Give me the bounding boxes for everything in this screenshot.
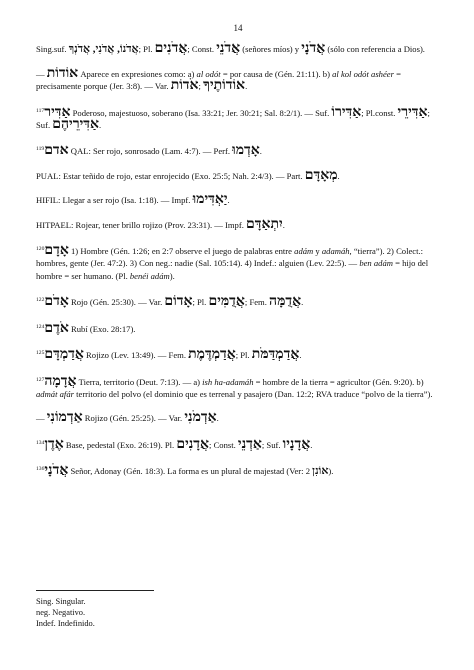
entry-text: . — [299, 350, 302, 361]
entry-127 — [36, 374, 440, 401]
entry-text: Poderoso, majestuoso, soberano (Isa. 33:21; Jer. 30:21; Sal. 8:2/1). — Suf. — [70, 107, 332, 118]
hebrew-word: אֲדַמְדַּמֹּת — [251, 347, 300, 363]
hebrew-word: אֹדוֹת — [170, 78, 199, 94]
hebrew-headword: אֹדֶם — [44, 320, 69, 336]
entry-text: . — [310, 439, 313, 450]
entry-text: ). — [169, 270, 175, 281]
entry-number: 120 — [36, 246, 45, 253]
entry-117 — [36, 105, 440, 132]
hebrew-headword: אֶדֶן — [44, 436, 64, 452]
entry-134 — [36, 437, 440, 451]
hebrew-word: אֲדָנָיו — [282, 436, 311, 452]
entry-text: ; Suf. — [36, 107, 430, 131]
entry-text: . — [282, 219, 285, 230]
entry-120 — [36, 243, 440, 282]
entry-text: QAL: Ser rojo, sonrosado (Lam. 4:7). — Perf. — [68, 146, 233, 157]
hebrew-word: אֲדֹנָי — [301, 41, 326, 57]
hebrew-word: אָדְמוּ — [232, 143, 260, 159]
entry-admoni — [36, 412, 440, 424]
hebrew-headword: אַדִּיר — [44, 104, 71, 120]
hebrew-word: אוֹנִן — [312, 465, 329, 478]
hebrew-word: אַדִּירֵי — [397, 104, 428, 120]
hebrew-headword: אֲדַמְדָּם — [44, 347, 84, 363]
hebrew-word: אֲדֹנוֹ, אֲדֹנִי, אֲדֹנְךָ — [68, 43, 139, 56]
entry-text: ). — [328, 466, 334, 477]
entry-text: . — [337, 170, 340, 181]
entry-text: ; Pl.const. — [361, 107, 398, 118]
entry-text: . — [98, 120, 102, 131]
transliteration: al odót — [196, 68, 221, 79]
entry-text: — — [36, 68, 47, 79]
entry-text: ; Pl. — [192, 297, 209, 308]
hebrew-word: אֲדֹנֵי — [216, 41, 241, 57]
footnote-divider — [36, 590, 154, 591]
hebrew-word: אֲדַמְדֶּמֶת — [188, 347, 236, 363]
entry-adon-forms — [36, 43, 440, 55]
entry-text: HIFIL: Llegar a ser rojo (Isa. 1:18). — Impf. — [36, 195, 193, 206]
hebrew-word: אוֹדוֹתֶיךָ — [203, 78, 246, 94]
entry-text: = precisamente porque (Jer. 3:8). — Var. — [36, 68, 401, 92]
footnote-item: neg. Negativo. — [36, 608, 86, 618]
entry-122 — [36, 294, 440, 308]
entry-text: Sing.suf. — [36, 44, 69, 55]
entry-number: 134 — [36, 439, 45, 446]
entry-124 — [36, 321, 440, 335]
footnote-item: Indef. Indefinido. — [36, 619, 95, 629]
footnote-item: Sing. Singular. — [36, 597, 86, 606]
entry-text: Señor, Adonay (Gén. 18:3). La forma es un plural de majestad (Ver: 2 — [68, 466, 313, 477]
page-number: 14 — [233, 23, 243, 33]
transliteration: admát afár — [36, 388, 74, 399]
entry-text: y — [313, 246, 322, 257]
entry-text: (sólo con referencia a Dios). — [325, 44, 425, 55]
entry-number: 124 — [36, 323, 45, 330]
entry-hifil — [36, 194, 440, 206]
entry-text: Base, pedestal (Exo. 26:19). Pl. — [63, 439, 177, 450]
transliteration: adám — [294, 246, 314, 257]
hebrew-word: אַדְמוֹנִי — [46, 410, 83, 426]
hebrew-headword: אֲדָמָה — [44, 373, 77, 389]
transliteration: adamáh — [321, 246, 350, 257]
hebrew-word: אֲדָנִים — [176, 436, 210, 452]
entry-text: ; Suf. — [261, 439, 283, 450]
transliteration: ish ha-adamáh — [202, 376, 254, 387]
entry-number: 136 — [36, 466, 45, 473]
hebrew-headword: אדם — [44, 143, 69, 159]
entry-text: territorio del polvo (el dominio que es terrenal y pasajero (Dan. 12:2; RVA traduce “polvo de la tierra”). — [73, 388, 433, 399]
hebrew-word: אַדְנֵי — [237, 436, 262, 452]
entry-text: . — [259, 146, 262, 157]
transliteration: al kol odót ashéer — [332, 68, 394, 79]
entry-text: 1) Hombre (Gén. 1:26; en 2:7 observe el juego de palabras entre — [68, 246, 295, 257]
hebrew-word: מְאָדָּם — [304, 167, 338, 183]
entry-text: (señores míos) y — [240, 44, 302, 55]
hebrew-headword: אֲדֹנָי — [44, 463, 69, 479]
entry-text: = por causa de (Gén. 21:11). b) — [220, 68, 333, 79]
entry-text: . — [245, 81, 248, 92]
hebrew-word: אַדְמֹנִי — [184, 410, 217, 426]
entry-number: 119 — [36, 146, 45, 153]
entry-text: ; Const. — [187, 44, 217, 55]
entry-text: ; Pl. — [235, 350, 252, 361]
hebrew-word: אֲדֻמִּים — [208, 294, 245, 310]
entry-text: . — [301, 297, 304, 308]
entry-119 — [36, 143, 440, 157]
footnotes — [36, 596, 95, 630]
entry-number: 122 — [36, 297, 45, 304]
entry-text: , “tierra”). 2) Colect.: hombres, gente (Jer. 47:2). 3) Con neg.: nadie (Sal. 105:14). 4) Indef.: alguien (Lev. 22:5). — — [36, 246, 424, 269]
transliteration: ben adám — [359, 258, 393, 269]
hebrew-word: אֲדֻמָּה — [269, 294, 302, 310]
hebrew-word: יִתְאַדָּם — [246, 216, 283, 232]
entry-136 — [36, 463, 440, 477]
entry-text: Rojizo (Gén. 25:25). — Var. — [82, 413, 185, 424]
entry-hitpael — [36, 216, 440, 232]
hebrew-word: אֲדֹנִים — [154, 41, 188, 57]
hebrew-headword: אָדֹם — [44, 294, 69, 310]
entry-text: HITPAEL: Rojear, tener brillo rojizo (Prov. 23:31). — Impf. — [36, 219, 247, 230]
entry-text: = hombre de la tierra = agricultor (Gén. 9:20). b) — [253, 376, 424, 387]
transliteration: benéi adám — [129, 270, 170, 281]
hebrew-word: אַדִּירֵיהֶם — [52, 117, 99, 133]
entry-number: 127 — [36, 376, 45, 383]
entry-125 — [36, 347, 440, 361]
entry-text: Rojizo (Lev. 13:49). — Fem. — [83, 350, 189, 361]
entry-text: Rojo (Gén. 25:30). — Var. — [68, 297, 165, 308]
entry-text: Rubí (Exo. 28:17). — [68, 323, 136, 334]
entry-text: ; — [198, 81, 204, 92]
entry-odot — [36, 65, 440, 94]
hebrew-word: אוֹדוֹת — [46, 65, 79, 81]
entry-text: = hijo del hombre = ser humano. (Pl. — [36, 258, 429, 281]
entry-text: Tierra, territorio (Deut. 7:13). — a) — [76, 376, 203, 387]
entry-text: ; Pl. — [138, 44, 155, 55]
entry-text: ; Fem. — [244, 297, 270, 308]
hebrew-word: אַדִּירוֹ — [331, 104, 362, 120]
entry-text: . — [216, 413, 219, 424]
entry-text: PUAL: Estar teñido de rojo, estar enrojecido (Exo. 25:5; Nah. 2:4/3). — Part. — [36, 170, 305, 181]
entry-text: . — [227, 195, 230, 206]
hebrew-headword: אָדָם — [44, 243, 69, 259]
entry-number: 125 — [36, 350, 45, 357]
hebrew-word: יַאְדִּימוּ — [192, 192, 228, 208]
entry-number: 117 — [36, 107, 45, 114]
hebrew-word: אָדוֹם — [164, 294, 193, 310]
entry-text: — — [36, 413, 47, 424]
entry-text: Aparece en expresiones como: a) — [78, 68, 197, 79]
entry-text: ; Const. — [209, 439, 238, 450]
entry-pual — [36, 167, 440, 183]
